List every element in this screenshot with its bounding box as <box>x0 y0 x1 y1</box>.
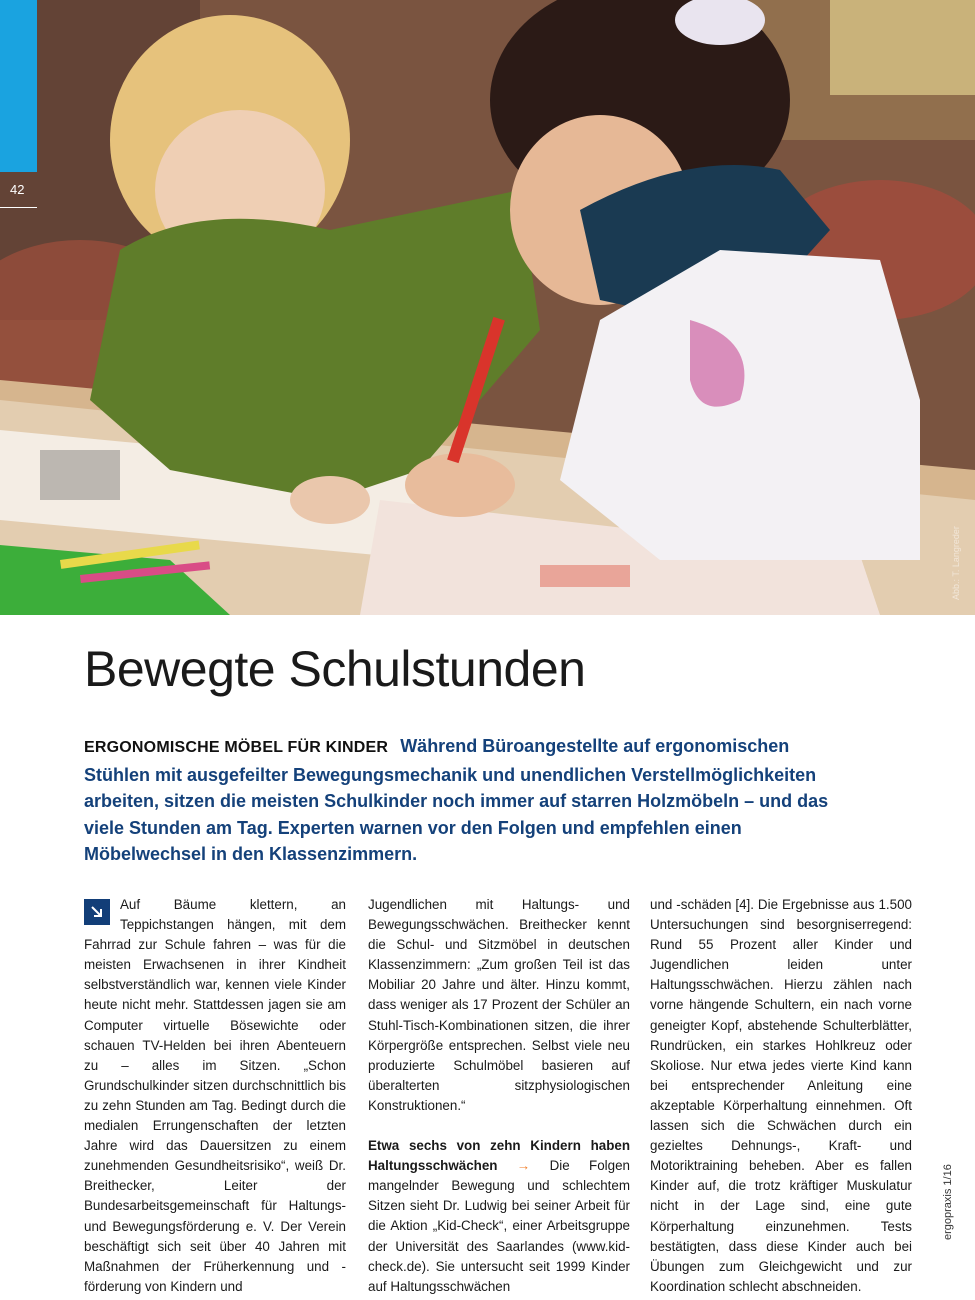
photo-credit: Abb.: T. Langreder <box>951 526 961 600</box>
intro-text: Während Büroangestellte auf ergonomischen Stühlen mit ausgefeilter Bewegungsmechanik und unendlichen Verstellmöglichkeiten arbeiten, sitzen die meisten Schulkinder noch immer auf starren Holzmöbeln – und das viele Stunden am Tag. Experten warnen vor den Folgen und empfehlen einen Möbelwechsel in den Klassenzimmern. <box>84 736 829 864</box>
page-number-rule <box>0 207 37 208</box>
column-1-text: Auf Bäume klettern, an Teppichstangen hängen, mit dem Fahrrad zur Schule fahren – was für die meisten Erwachsenen in ihrer Kindheit selbstverständlich war, kennen viele Kinder heute nicht mehr. Stattdessen jagen sie am Computer virtuelle Bösewichte oder schauen TV-Helden bei ihren Abenteuern zu – alles im Sitzen. „Schon Grundschulkinder sitzen durchschnittlich bis zu zehn Stunden am Tag. Bedingt durch die medialen Errungenschaften der letzten Jahre wird das Dauersitzen zu einem zunehmenden Gesundheitsrisiko“, weiß Dr. Breithecker, Leiter der Bundesarbeitsgemeinschaft für Haltungs- und Bewegungsförderung e. V. Der Verein beschäftigt sich seit über 40 Jahren mit Maßnahmen der Früherkennung und -förderung von Kindern und <box>84 897 346 1294</box>
page-number: 42 <box>10 182 25 197</box>
column-2-body: Die Folgen mangelnder Bewegung und schlechtem Sitzen sieht Dr. Ludwig bei seiner Arbeit für die Aktion „Kid-Check“, einer Arbeitsgruppe der Universität des Saarlandes (www.kid-check.de). Sie untersucht seit 1999 Kinder auf Haltungsschwächen <box>368 1158 630 1294</box>
article-intro <box>84 733 844 868</box>
arrow-right-icon: → <box>516 1158 531 1174</box>
column-2-text-b <box>368 1136 630 1297</box>
article-kicker: ERGONOMISCHE MÖBEL FÜR KINDER <box>84 739 389 756</box>
column-3-text: und -schäden [4]. Die Ergebnisse aus 1.500 Untersuchungen sind besorgniserregend: Rund 55 Prozent aller Kinder und Jugendlichen leiden unter Haltungsschwächen. Hierzu zählen nach vorne hängende Schultern, ein nach vorne geneigter Kopf, abstehende Schulterblätter, Rundrücken, ein starkes Hohlkreuz oder Skoliose. Nur etwa jedes vierte Kind kann bei entsprechender Anleitung eine akzeptable Körperhaltung einnehmen. Oft lassen sich die Schwächen durch ein gezieltes Dehnungs-, Kraft- und Motoriktraining beheben. Aber es fallen Kinder auf, die trotz kräftiger Muskulatur nicht in der Lage sind, eine gute Körperhaltung einzunehmen. Tests bestätigten, dass diese Kinder auch bei Übungen zum Gleichgewicht und zur Koordination schlecht abschneiden. <box>650 897 912 1294</box>
article-title: Bewegte Schulstunden <box>84 641 586 697</box>
arrow-down-right-icon <box>84 899 110 925</box>
subheading: Etwa sechs von zehn Kindern haben Haltungsschwächen <box>368 1138 630 1174</box>
column-2-text-a: Jugendlichen mit Haltungs- und Bewegungsschwächen. Breithecker kennt die Schul- und Sitzmöbel in deutschen Klassenzimmern: „Zum großen Teil ist das Mobiliar 20 Jahre und älter. Hinzu kommt, dass weniger als 17 Prozent der Schüler an Stuhl-Tisch-Kombinationen sitzen, die ihrer Körpergröße entsprechen. Selbst viele neu produzierte Schulmöbel basieren auf überalterten sitzphysiologischen Konstruktionen.“ <box>368 897 630 1113</box>
text-column-1 <box>84 895 346 1297</box>
photo-illustration <box>0 0 975 615</box>
header-photo <box>0 0 975 615</box>
accent-tab <box>0 0 37 172</box>
text-column-3 <box>650 895 912 1297</box>
text-column-2 <box>368 895 630 1297</box>
issue-label: ergopraxis 1/16 <box>942 1164 954 1240</box>
